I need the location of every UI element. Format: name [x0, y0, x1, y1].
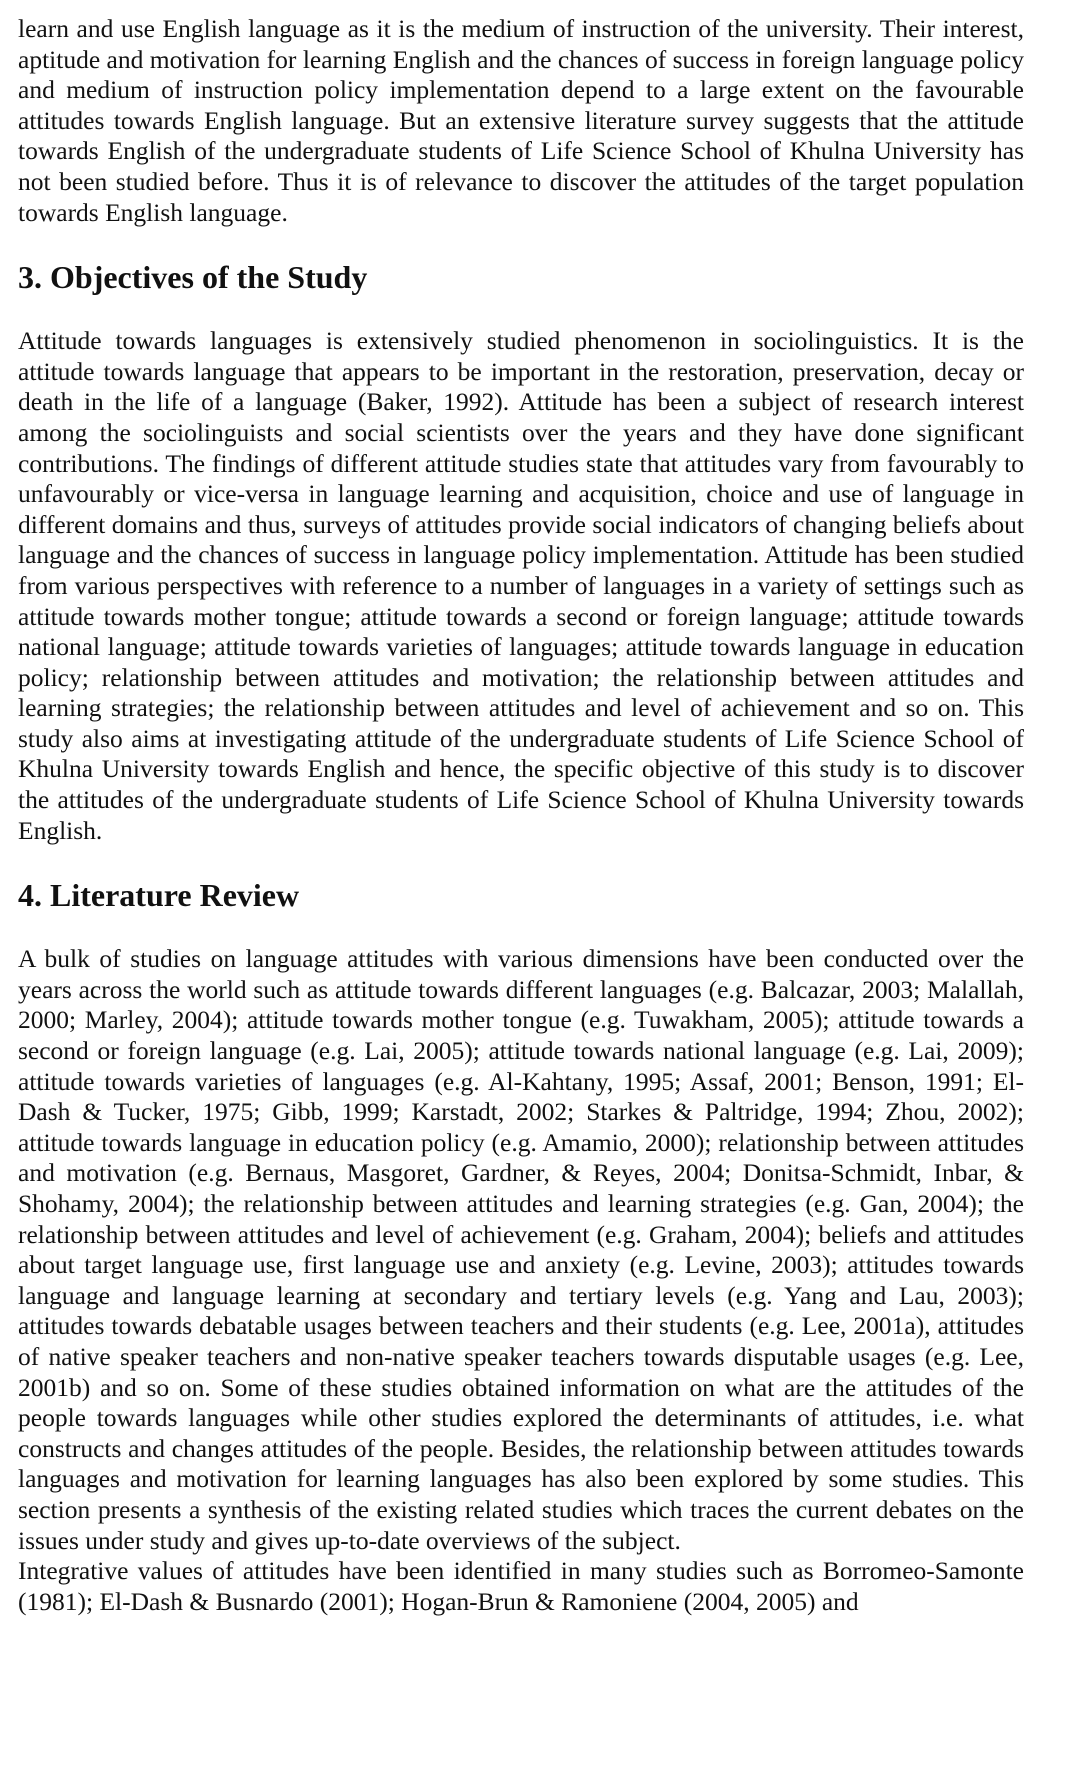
- section-4-paragraph-2: Integrative values of attitudes have been identified in many studies such as Borromeo-Samonte (1981); El-Dash & Busnardo (2001); Hogan-Brun & Ramoniene (2004, 2005) and: [18, 1556, 1024, 1616]
- section-4-heading: 4. Literature Review: [18, 877, 300, 914]
- section-3-paragraph: Attitude towards languages is extensively studied phenomenon in sociolinguistics. It is the attitude towards language that appears to be important in the restoration, preservation, decay or death in the life of a language (Baker, 1992). Attitude has been a subject of research interest among the sociolinguists and social scientists over the years and they have done significant contributions. The findings of different attitude studies state that attitudes vary from favourably to unfavourably or vice-versa in language learning and acquisition, choice and use of language in different domains and thus, surveys of attitudes provide social indicators of changing beliefs about language and the chances of success in language policy implementation. Attitude has been studied from various perspectives with reference to a number of languages in a variety of settings such as attitude towards mother tongue; attitude towards a second or foreign language; attitude towards national language; attitude towards varieties of languages; attitude towards language in education policy; relationship between attitudes and motivation; the relationship between attitudes and learning strategies; the relationship between attitudes and level of achievement and so on. This study also aims at investigating attitude of the undergraduate students of Life Science School of Khulna University towards English and hence, the specific objective of this study is to discover the attitudes of the undergraduate students of Life Science School of Khulna University towards English.: [18, 326, 1024, 845]
- document-page: [18, 14, 1024, 1617]
- section-4-paragraph-1: A bulk of studies on language attitudes with various dimensions have been conducted over the years across the world such as attitude towards different languages (e.g. Balcazar, 2003; Malallah, 2000; Marley, 2004); attitude towards mother tongue (e.g. Tuwakham, 2005); attitude towards a second or foreign language (e.g. Lai, 2005); attitude towards national language (e.g. Lai, 2009); attitude towards varieties of languages (e.g. Al-Kahtany, 1995; Assaf, 2001; Benson, 1991; El-Dash & Tucker, 1975; Gibb, 1999; Karstadt, 2002; Starkes & Paltridge, 1994; Zhou, 2002); attitude towards language in education policy (e.g. Amamio, 2000); relationship between attitudes and motivation (e.g. Bernaus, Masgoret, Gardner, & Reyes, 2004; Donitsa-Schmidt, Inbar, & Shohamy, 2004); the relationship between attitudes and learning strategies (e.g. Gan, 2004); the relationship between attitudes and level of achievement (e.g. Graham, 2004); beliefs and attitudes about target language use, first language use and anxiety (e.g. Levine, 2003); attitudes towards language and language learning at secondary and tertiary levels (e.g. Yang and Lau, 2003); attitudes towards debatable usages between teachers and their students (e.g. Lee, 2001a), attitudes of native speaker teachers and non-native speaker teachers towards disputable usages (e.g. Lee, 2001b) and so on. Some of these studies obtained information on what are the attitudes of the people towards languages while other studies explored the determinants of attitudes, i.e. what constructs and changes attitudes of the people. Besides, the relationship between attitudes towards languages and motivation for learning languages has also been explored by some studies. This section presents a synthesis of the existing related studies which traces the current debates on the issues under study and gives up-to-date overviews of the subject.: [18, 944, 1024, 1555]
- section-3-heading: 3. Objectives of the Study: [18, 259, 368, 296]
- intro-paragraph: learn and use English language as it is the medium of instruction of the university. Their interest, aptitude and motivation for learning English and the chances of success in foreign language policy and medium of instruction policy implementation depend to a large extent on the favourable attitudes towards English language. But an extensive literature survey suggests that the attitude towards English of the undergraduate students of Life Science School of Khulna University has not been studied before. Thus it is of relevance to discover the attitudes of the target population towards English language.: [18, 14, 1024, 227]
